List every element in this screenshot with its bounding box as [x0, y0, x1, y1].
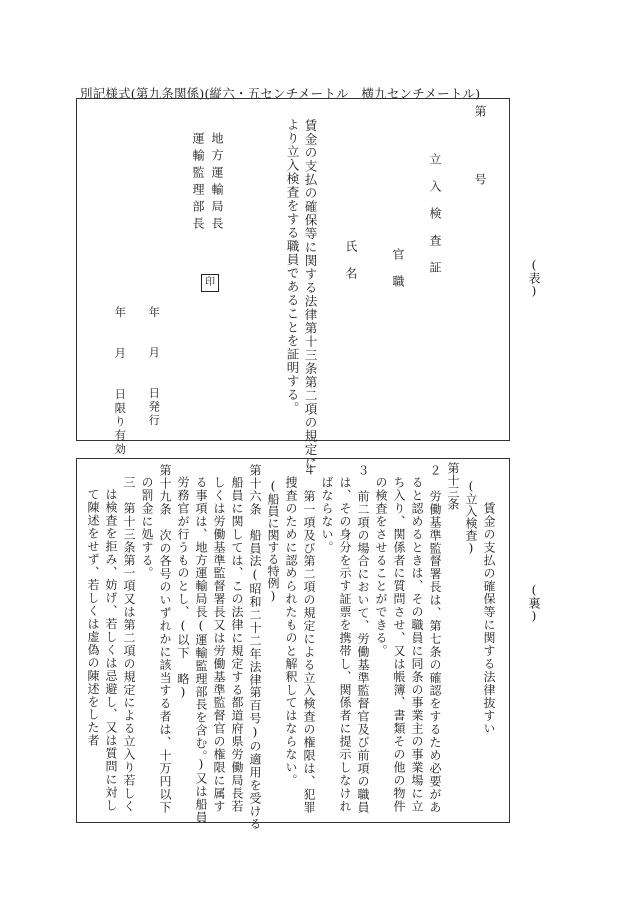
back-side-label: (裏) [527, 583, 541, 623]
article-13-paragraph-3-line-1: ３ 前二項の場合において、労働基準監督官及び前項の職員 [356, 464, 370, 814]
article-13-paragraph-4-line-1: ４ 第一項及び第二項の規定による立入検査の権限は、犯罪 [302, 464, 316, 814]
official-seal-mark: 印 [201, 274, 219, 292]
article-16-line-3: しくは労働基準監督署長又は労働基準監督官の権限に属す [212, 476, 226, 813]
issuer-regional-transport-bureau: 地方運輸局長 [210, 132, 224, 234]
article-16-line-1: 第十六条 船員法(昭和二十二年法律第百号)の適用を受ける [248, 464, 262, 831]
article-19-item-3-line-2: は検査を拒み、妨げ、若しくは忌避し、又は質問に対し [104, 488, 118, 812]
article-13-paragraph-4-line-2: 捜査のために認められたものと解釈してはならない。 [284, 476, 298, 787]
article-19-line-1: 第十九条 次の各号のいずれかに該当する者は、十万円以下 [158, 464, 172, 814]
issuer-transport-supervision-dept: 運輸監理部長 [191, 132, 205, 234]
article-13-paragraph-2-line-4: の検査をさせることができる。 [374, 476, 388, 658]
back-heading: 賃金の支払の確保等に関する法律抜すい [482, 502, 496, 736]
article-13-paragraph-2-line-3: ち入り、関係者に質問させ、又は帳簿、書類その他の物件 [392, 476, 406, 813]
certification-text-line-2: より立入検査をする職員であることを証明する。 [284, 118, 300, 415]
front-side-label: (表) [527, 258, 541, 298]
article-13-paragraph-2-line-2: ると認めるときは、その職員に同条の事業主の事業場に立 [410, 476, 424, 813]
article-13-paragraph-3-line-3: ばならない。 [320, 476, 334, 554]
issue-date: 年 月 日発行 [147, 306, 161, 428]
article-19-item-3-line-3: て陳述をせず、若しくは虚偽の陳述をした者 [86, 488, 100, 747]
certificate-number-label: 第 号 [473, 105, 487, 190]
form-caption: 別記様式(第九条関係)(縦六・五センチメートル 横九センチメートル) [80, 86, 481, 101]
article-heading-seafarers-exception: (船員に関する特例) [266, 479, 280, 603]
article-19-item-3-line-1: 三 第十三条第一項又は第二項の規定による立入り若しく [122, 476, 136, 813]
article-heading-on-site-inspection: (立入検査) [464, 479, 478, 555]
article-19-line-2: の罰金に処する。 [140, 476, 154, 580]
name-label: 氏名 [344, 240, 358, 294]
article-13-paragraph-2-line-1: ２ 労働基準監督署長は、第七条の確認をするため必要があ [428, 464, 442, 814]
certificate-title: 立入検査証 [428, 153, 442, 288]
article-16-line-4: る事項は、地方運輸局長(運輸監理部長を含む。)又は船員 [194, 476, 208, 824]
certification-text-line-1: 賃金の支払の確保等に関する法律第十三条第二項の規定に [302, 119, 318, 470]
article-16-line-2: 船員に関しては、この法律に規定する都道府県労働局長若 [230, 476, 244, 813]
position-label: 官職 [391, 248, 405, 302]
article-13-paragraph-3-line-2: は、その身分を示す証票を携帯し、関係者に提示しなけれ [338, 476, 352, 813]
article-16-line-5: 労務官が行うものとし、(以下 略) [176, 476, 190, 701]
valid-until-date: 年 月 日限り有効 [113, 306, 127, 457]
article-13-number: 第十三条 [446, 462, 460, 510]
